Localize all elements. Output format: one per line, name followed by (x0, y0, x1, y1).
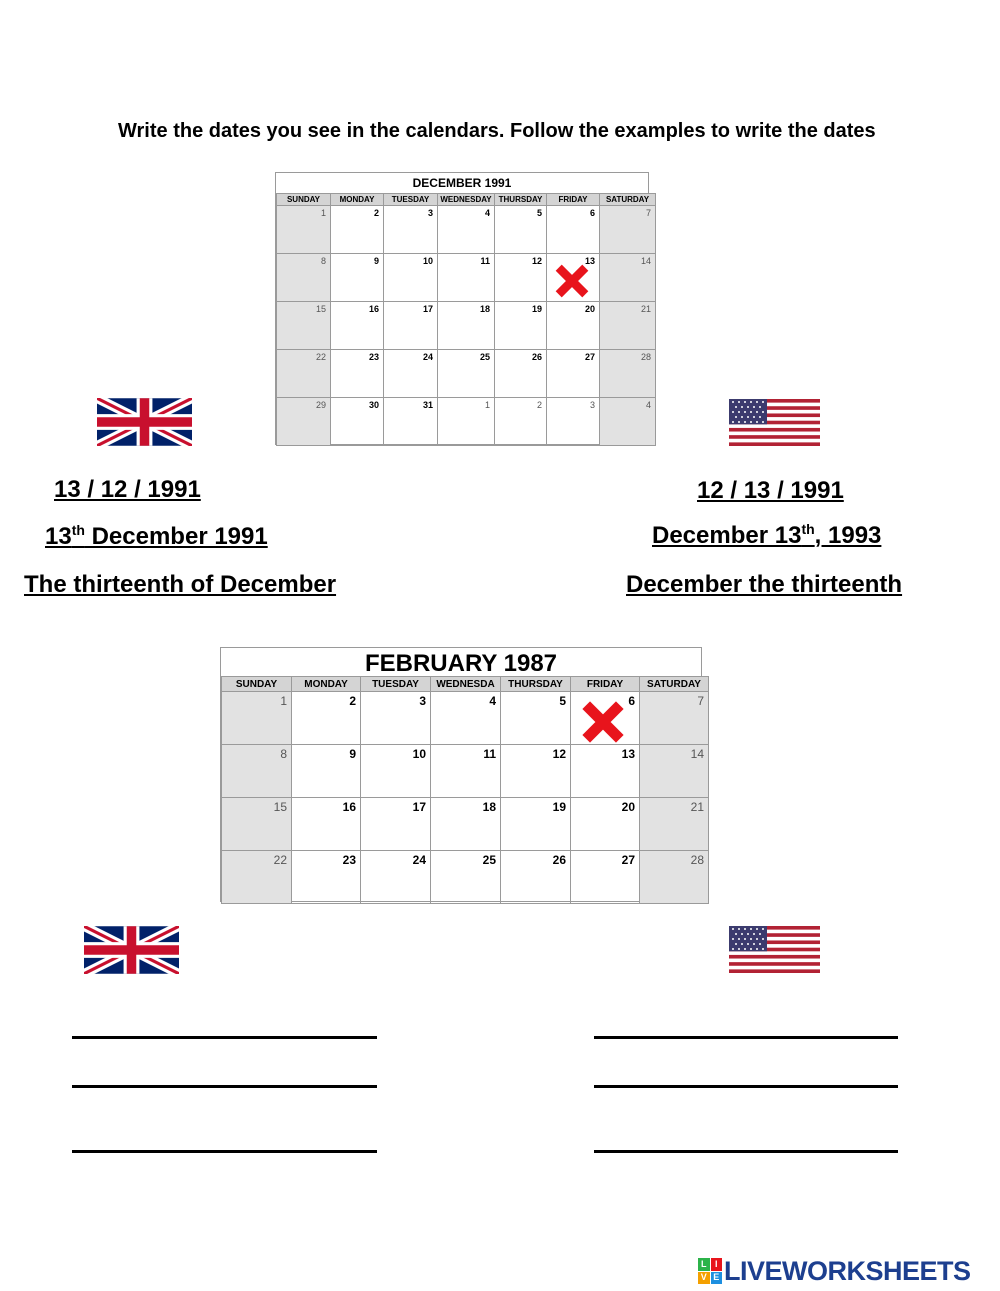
calendar-day-cell (384, 398, 438, 446)
day-header: TUESDAY (361, 677, 431, 692)
calendar-december-1991 (275, 172, 649, 445)
day-number: 19 (531, 304, 542, 314)
logo-letter-tile: E (711, 1272, 723, 1285)
us-answer-line-2[interactable] (594, 1085, 898, 1088)
day-number: 3 (427, 208, 433, 218)
day-number: 16 (368, 304, 379, 314)
calendar-day-cell (331, 302, 384, 350)
red-x-icon (553, 262, 591, 300)
day-number: 29 (315, 400, 326, 410)
calendar-day-cell (431, 692, 501, 745)
calendar-day-cell (501, 692, 571, 745)
day-header: WEDNESDA (431, 677, 501, 692)
uk-long-rest: December 1991 (84, 523, 268, 550)
day-number: 21 (640, 304, 651, 314)
us-long-pre: December 13 (652, 522, 802, 549)
calendar-day-cell (361, 851, 431, 904)
day-number: 5 (536, 208, 542, 218)
calendar-day-cell (292, 851, 361, 904)
day-number: 19 (552, 800, 566, 814)
day-number: 27 (621, 853, 635, 867)
calendar-day-cell (277, 302, 331, 350)
instruction-text: Write the dates you see in the calendars. Follow the examples to write the dates (118, 120, 876, 142)
day-number: 4 (645, 400, 651, 410)
day-number: 18 (482, 800, 496, 814)
day-number: 11 (480, 256, 490, 266)
us-answer-line-3[interactable] (594, 1150, 898, 1153)
calendar-day-cell (277, 254, 331, 302)
us-numeric-date: 12 / 13 / 1991 (697, 477, 844, 504)
calendar-day-cell (384, 206, 438, 254)
day-number: 24 (412, 853, 426, 867)
day-number: 15 (273, 800, 287, 814)
day-number: 20 (621, 800, 635, 814)
us-long-suffix: th (801, 521, 815, 537)
us-flag-icon (729, 926, 820, 973)
day-number: 2 (349, 694, 356, 708)
day-number: 20 (584, 304, 595, 314)
logo-letter-tile: V (698, 1272, 710, 1285)
calendar-day-cell (501, 851, 571, 904)
day-number: 5 (559, 694, 566, 708)
calendar-day-cell (222, 692, 292, 745)
uk-flag-icon (84, 926, 179, 974)
day-number: 14 (690, 747, 704, 761)
calendar-day-cell (331, 350, 384, 398)
day-number: 12 (552, 747, 566, 761)
calendar-day-cell (438, 398, 495, 446)
day-number: 8 (280, 747, 287, 761)
day-number: 1 (484, 400, 490, 410)
calendar-day-cell (361, 798, 431, 851)
day-number: 11 (483, 747, 496, 761)
day-number: 10 (412, 747, 426, 761)
calendar-day-cell (571, 745, 640, 798)
uk-answer-line-3[interactable] (72, 1150, 377, 1153)
calendar-day-cell (640, 745, 709, 798)
day-number: 3 (419, 694, 426, 708)
calendar-day-cell (277, 206, 331, 254)
calendar-day-cell (331, 206, 384, 254)
day-header: SUNDAY (277, 194, 331, 206)
day-number: 12 (531, 256, 542, 266)
calendar-day-cell (292, 692, 361, 745)
day-number: 26 (531, 352, 542, 362)
calendar-day-cell (438, 254, 495, 302)
day-header: MONDAY (292, 677, 361, 692)
calendar-day-cell (640, 798, 709, 851)
day-number: 22 (315, 352, 326, 362)
uk-flag-icon (97, 398, 192, 446)
calendar-day-cell (600, 350, 656, 398)
calendar-day-cell (501, 745, 571, 798)
day-number: 8 (320, 256, 326, 266)
calendar-day-cell (571, 798, 640, 851)
calendar-day-cell (292, 798, 361, 851)
day-number: 6 (589, 208, 595, 218)
uk-long-suffix: th (71, 522, 85, 538)
calendar-day-cell (571, 692, 640, 745)
calendar-title: DECEMBER 1991 (412, 176, 512, 190)
day-number: 17 (422, 304, 433, 314)
calendar-day-cell (547, 398, 600, 446)
calendar-day-cell (277, 350, 331, 398)
day-header: FRIDAY (547, 194, 600, 206)
calendar-day-cell (571, 851, 640, 904)
liveworksheets-logo-icon (698, 1258, 722, 1284)
us-answer-line-1[interactable] (594, 1036, 898, 1039)
calendar-day-cell (331, 254, 384, 302)
calendar-day-cell (495, 206, 547, 254)
calendar-day-cell (600, 302, 656, 350)
calendar-day-cell (600, 254, 656, 302)
calendar-day-cell (547, 254, 600, 302)
calendar-day-cell (501, 798, 571, 851)
calendar-grid (221, 676, 709, 904)
day-number: 10 (422, 256, 433, 266)
day-number: 15 (315, 304, 326, 314)
day-number: 2 (373, 208, 379, 218)
calendar-day-cell (277, 398, 331, 446)
day-number: 7 (645, 208, 651, 218)
day-header: THURSDAY (495, 194, 547, 206)
calendar-day-cell (222, 798, 292, 851)
day-header: SATURDAY (640, 677, 709, 692)
calendar-day-cell (495, 254, 547, 302)
calendar-title: FEBRUARY 1987 (364, 650, 558, 677)
calendar-day-cell (495, 350, 547, 398)
day-number: 2 (536, 400, 542, 410)
day-number: 23 (342, 853, 356, 867)
uk-long-day: 13 (45, 523, 72, 550)
day-header: SATURDAY (600, 194, 656, 206)
day-number: 1 (320, 208, 326, 218)
calendar-day-cell (431, 851, 501, 904)
day-number: 18 (479, 304, 490, 314)
calendar-day-cell (600, 398, 656, 446)
uk-answer-line-1[interactable] (72, 1036, 377, 1039)
day-number: 9 (349, 747, 356, 761)
day-number: 13 (584, 256, 595, 266)
day-number: 4 (489, 694, 496, 708)
day-number: 7 (697, 694, 704, 708)
day-number: 26 (552, 853, 566, 867)
day-number: 17 (412, 800, 426, 814)
day-number: 28 (640, 352, 651, 362)
calendar-february-1987 (220, 647, 702, 902)
day-header: MONDAY (331, 194, 384, 206)
day-number: 23 (368, 352, 379, 362)
uk-numeric-date: 13 / 12 / 1991 (54, 476, 201, 503)
day-number: 30 (368, 400, 379, 410)
calendar-day-cell (547, 206, 600, 254)
day-number: 24 (422, 352, 433, 362)
calendar-day-cell (640, 851, 709, 904)
liveworksheets-logo-text: LIVEWORKSHEETS (724, 1255, 971, 1286)
day-number: 21 (690, 800, 704, 814)
day-number: 3 (589, 400, 595, 410)
calendar-day-cell (384, 254, 438, 302)
uk-words-date: The thirteenth of December (24, 571, 337, 598)
day-number: 4 (484, 208, 490, 218)
day-number: 22 (273, 853, 287, 867)
day-number: 31 (422, 400, 433, 410)
calendar-day-cell (600, 206, 656, 254)
day-header: THURSDAY (501, 677, 571, 692)
day-number: 6 (628, 694, 635, 708)
us-flag-icon (729, 399, 820, 446)
calendar-day-cell (438, 302, 495, 350)
calendar-day-cell (384, 350, 438, 398)
day-number: 28 (690, 853, 704, 867)
liveworksheets-logo (698, 1256, 971, 1286)
calendar-day-cell (331, 398, 384, 446)
logo-letter-tile: I (711, 1258, 723, 1271)
calendar-day-cell (438, 206, 495, 254)
calendar-day-cell (547, 302, 600, 350)
day-header: WEDNESDAY (438, 194, 495, 206)
day-number: 13 (621, 747, 635, 761)
calendar-day-cell (222, 745, 292, 798)
day-number: 27 (584, 352, 595, 362)
uk-answer-line-2[interactable] (72, 1085, 377, 1088)
logo-letter-tile: L (698, 1258, 710, 1271)
day-header: TUESDAY (384, 194, 438, 206)
us-long-rest: , 1993 (814, 522, 882, 549)
day-number: 14 (640, 256, 651, 266)
calendar-day-cell (292, 745, 361, 798)
day-header: SUNDAY (222, 677, 292, 692)
day-number: 9 (373, 256, 379, 266)
calendar-day-cell (495, 302, 547, 350)
uk-long-date (45, 522, 268, 551)
calendar-day-cell (431, 798, 501, 851)
day-number: 25 (482, 853, 496, 867)
calendar-grid (276, 193, 656, 446)
calendar-day-cell (384, 302, 438, 350)
calendar-day-cell (547, 350, 600, 398)
us-long-date (652, 521, 881, 550)
us-words-date: December the thirteenth (626, 571, 903, 598)
calendar-day-cell (431, 745, 501, 798)
calendar-day-cell (361, 745, 431, 798)
day-number: 25 (479, 352, 490, 362)
day-number: 16 (342, 800, 356, 814)
day-number: 1 (280, 694, 287, 708)
calendar-day-cell (222, 851, 292, 904)
calendar-day-cell (495, 398, 547, 446)
day-header: FRIDAY (571, 677, 640, 692)
red-x-icon (579, 698, 627, 746)
calendar-day-cell (438, 350, 495, 398)
calendar-day-cell (640, 692, 709, 745)
calendar-day-cell (361, 692, 431, 745)
